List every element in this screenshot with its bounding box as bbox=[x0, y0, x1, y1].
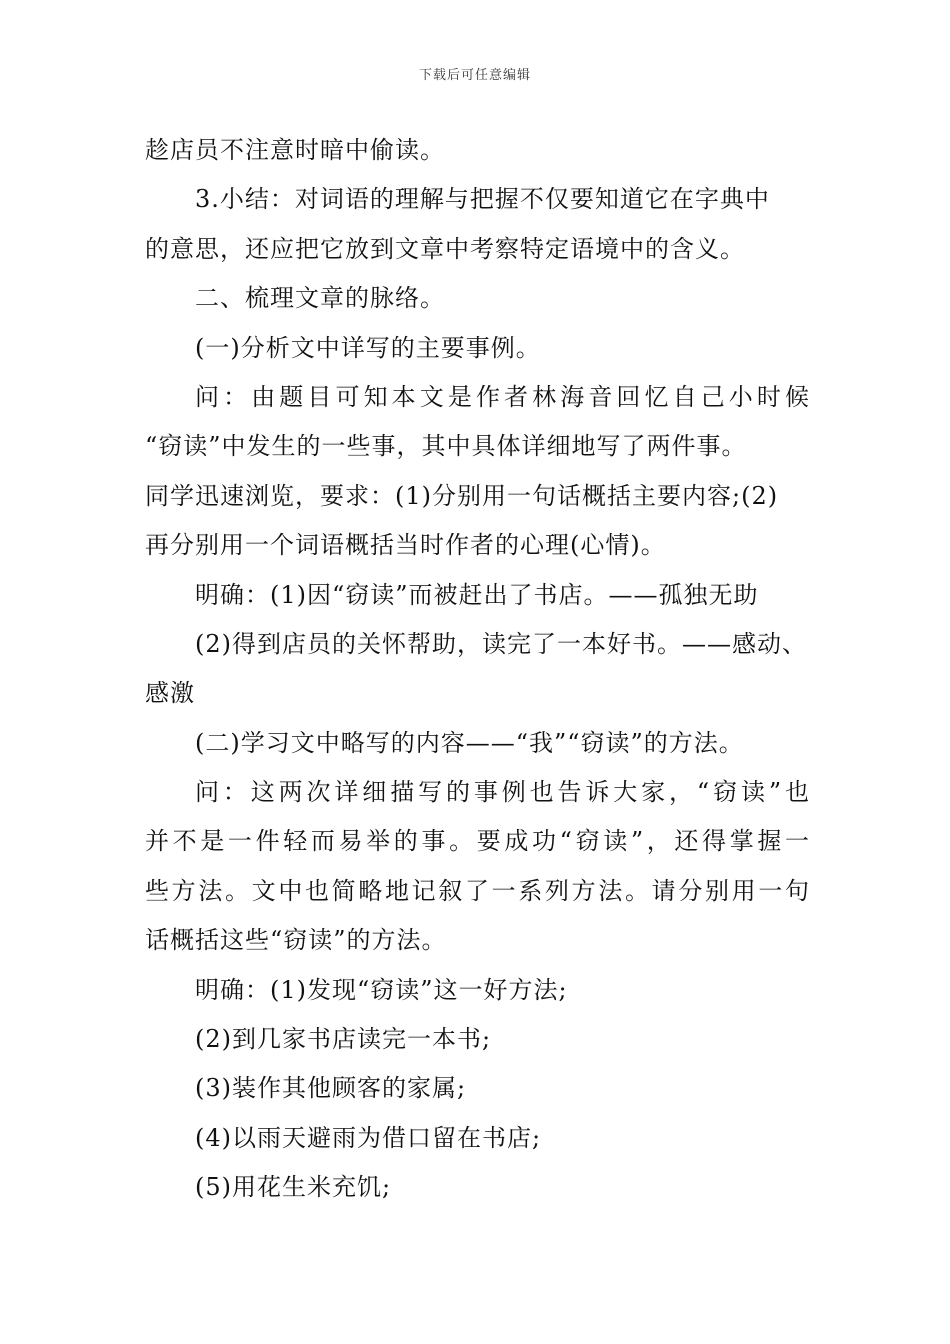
text-line: 问：由题目可知本文是作者林海音回忆自己小时候 bbox=[195, 382, 810, 411]
text-line: 问：这两次详细描写的事例也告诉大家，“窃读”也 bbox=[195, 778, 810, 807]
text-line: 并不是一件轻而易举的事。要成功“窃读”，还得掌握一 bbox=[145, 827, 810, 856]
subsection-heading: (二)学习文中略写的内容——“我”“窃读”的方法。 bbox=[195, 728, 744, 757]
text-line: 趁店员不注意时暗中偷读。 bbox=[145, 136, 445, 164]
text-line: 话概括这些“窃读”的方法。 bbox=[145, 926, 447, 955]
text-line: “窃读”中发生的一些事，其中具体详细地写了两件事。 bbox=[145, 432, 747, 461]
text-line: 再分别用一个词语概括当时作者的心理(心情)。 bbox=[145, 531, 666, 560]
text-line: 明确：(1)因“窃读”而被赶出了书店。——孤独无助 bbox=[195, 580, 759, 609]
text-line: (2)得到店员的关怀帮助，读完了一本好书。——感动、 bbox=[195, 629, 807, 658]
text-line: 同学迅速浏览，要求：(1)分别用一句话概括主要内容;(2) bbox=[145, 481, 779, 510]
list-item: (3)装作其他顾客的家属; bbox=[195, 1074, 467, 1103]
text-line: 些方法。文中也简略地记叙了一系列方法。请分别用一句 bbox=[145, 876, 810, 905]
text-line: 的意思，还应把它放到文章中考察特定语境中的含义。 bbox=[145, 234, 745, 263]
page-header: 下载后可任意编辑 bbox=[418, 68, 531, 83]
subsection-heading: (一)分析文中详写的主要事例。 bbox=[195, 333, 541, 362]
list-item: (5)用花生米充饥; bbox=[195, 1173, 392, 1202]
list-item: (4)以雨天避雨为借口留在书店; bbox=[195, 1123, 542, 1152]
text-line: 明确：(1)发现“窃读”这一好方法; bbox=[195, 975, 568, 1004]
list-item: (2)到几家书店读完一本书; bbox=[195, 1025, 492, 1054]
text-line: 3.小结：对词语的理解与把握不仅要知道它在字典中 bbox=[195, 185, 770, 214]
text-line: 感激 bbox=[145, 679, 195, 708]
section-heading: 二、梳理文章的脉络。 bbox=[195, 284, 445, 313]
document-body bbox=[145, 126, 810, 1213]
